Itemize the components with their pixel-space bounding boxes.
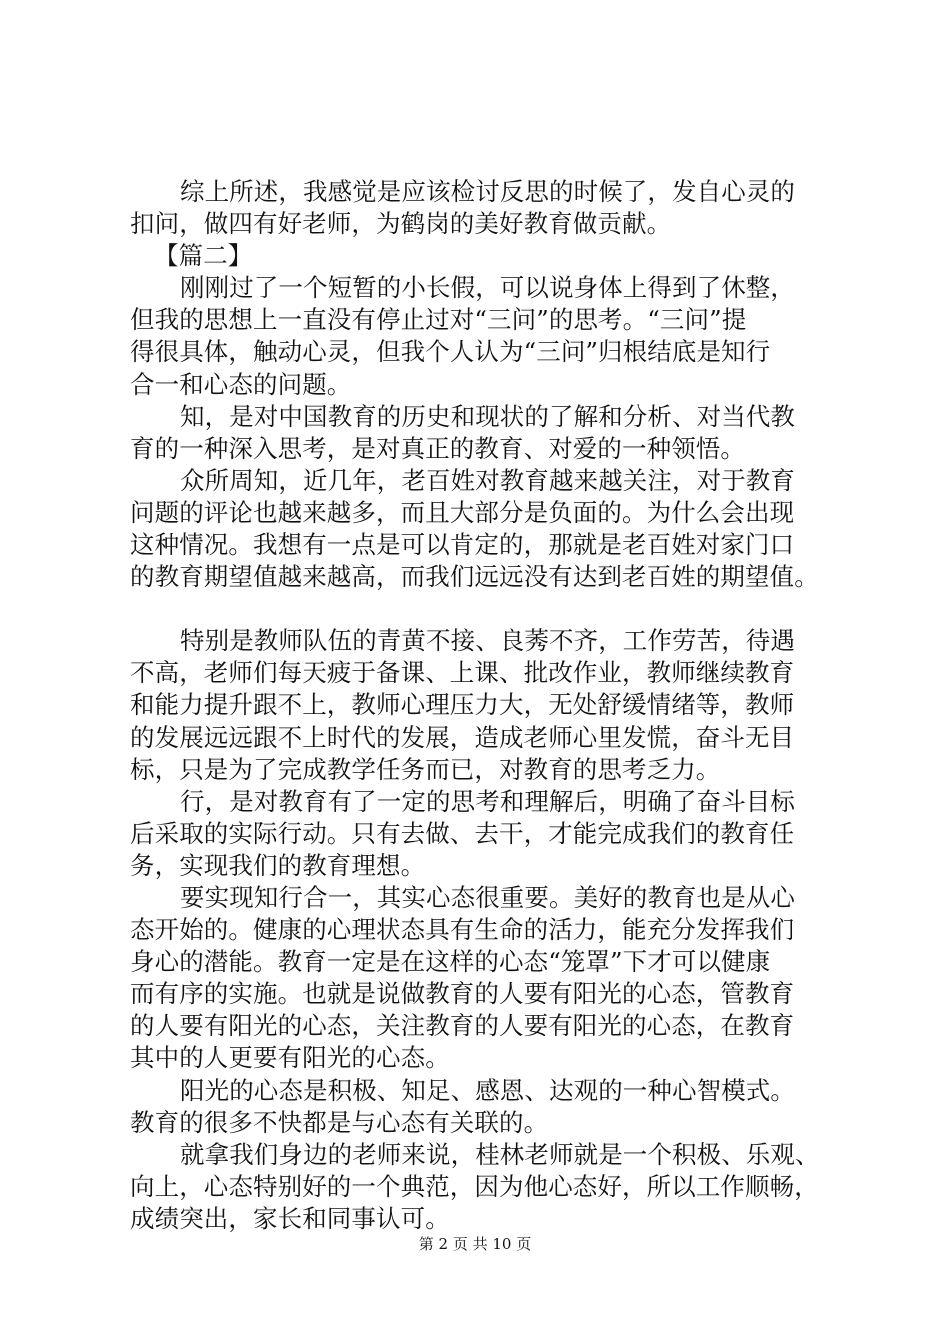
text-line: 向上，心态特别好的一个典范，因为他心态好，所以工作顺畅， xyxy=(130,1171,819,1201)
text-line: 教育的很多不快都是与心态有关联的。 xyxy=(130,1107,549,1137)
text-line: 合一和心态的问题。 xyxy=(130,369,352,399)
text-line: 扣问，做四有好老师，为鹤岗的美好教育做贡献。 xyxy=(130,209,672,239)
text-line: 务，实现我们的教育理想。 xyxy=(130,850,426,880)
page-number-footer: 第 2 页 共 10 页 xyxy=(418,1235,532,1253)
text-line: 要实现知行合一，其实心态很重要。美好的教育也是从心 xyxy=(180,882,795,912)
text-line: 行，是对教育有了一定的思考和理解后，明确了奋斗目标 xyxy=(180,786,795,816)
text-line: 但我的思想上一直没有停止过对“三问”的思考。“三问”提 xyxy=(130,305,747,335)
text-line: 知，是对中国教育的历史和现状的了解和分析、对当代教 xyxy=(180,401,795,431)
document-body xyxy=(130,176,850,1235)
paragraph-gap xyxy=(130,593,850,625)
text-line: 阳光的心态是积极、知足、感恩、达观的一种心智模式。 xyxy=(180,1075,795,1105)
text-line: 身心的潜能。教育一定是在这样的心态“笼罩”下才可以健康 xyxy=(130,947,771,977)
text-line: 的人要有阳光的心态，关注教育的人要有阳光的心态，在教育 xyxy=(130,1011,795,1041)
text-line: 综上所述，我感觉是应该检讨反思的时候了，发自心灵的 xyxy=(180,177,795,206)
text-line: 和能力提升跟不上，教师心理压力大，无处舒缓情绪等，教师 xyxy=(130,690,795,720)
text-line: 问题的评论也越来越多，而且大部分是负面的。为什么会出现 xyxy=(130,497,795,527)
text-line: 刚刚过了一个短暂的小长假，可以说身体上得到了休整， xyxy=(180,273,795,303)
text-line: 其中的人更要有阳光的心态。 xyxy=(130,1043,450,1073)
text-line: 得很具体，触动心灵，但我个人认为“三问”归根结底是知行 xyxy=(130,337,771,367)
text-line: 后采取的实际行动。只有去做、去干，才能完成我们的教育任 xyxy=(130,818,795,848)
text-line: 态开始的。健康的心理状态具有生命的活力，能充分发挥我们 xyxy=(130,915,795,945)
text-line: 就拿我们身边的老师来说，桂林老师就是一个积极、乐观、 xyxy=(180,1139,820,1169)
section-heading: 【篇二】 xyxy=(154,241,253,271)
text-line: 成绩突出，家长和同事认可。 xyxy=(130,1203,450,1233)
text-line: 标，只是为了完成教学任务而已，对教育的思考乏力。 xyxy=(130,754,721,784)
text-line: 而有序的实施。也就是说做教育的人要有阳光的心态，管教育 xyxy=(130,979,795,1009)
text-line: 的发展远远跟不上时代的发展，造成老师心里发慌，奋斗无目 xyxy=(130,722,795,752)
text-line: 众所周知，近几年，老百姓对教育越来越关注，对于教育 xyxy=(180,465,795,495)
text-line: 这种情况。我想有一点是可以肯定的，那就是老百姓对家门口 xyxy=(130,530,795,560)
text-line: 的教育期望值越来越高，而我们远远没有达到老百姓的期望值。 xyxy=(130,562,819,592)
text-line: 特别是教师队伍的青黄不接、良莠不齐，工作劳苦，待遇 xyxy=(180,626,795,656)
text-line: 育的一种深入思考，是对真正的教育、对爱的一种领悟。 xyxy=(130,433,745,463)
text-line: 不高，老师们每天疲于备课、上课、批改作业，教师继续教育 xyxy=(130,658,795,688)
